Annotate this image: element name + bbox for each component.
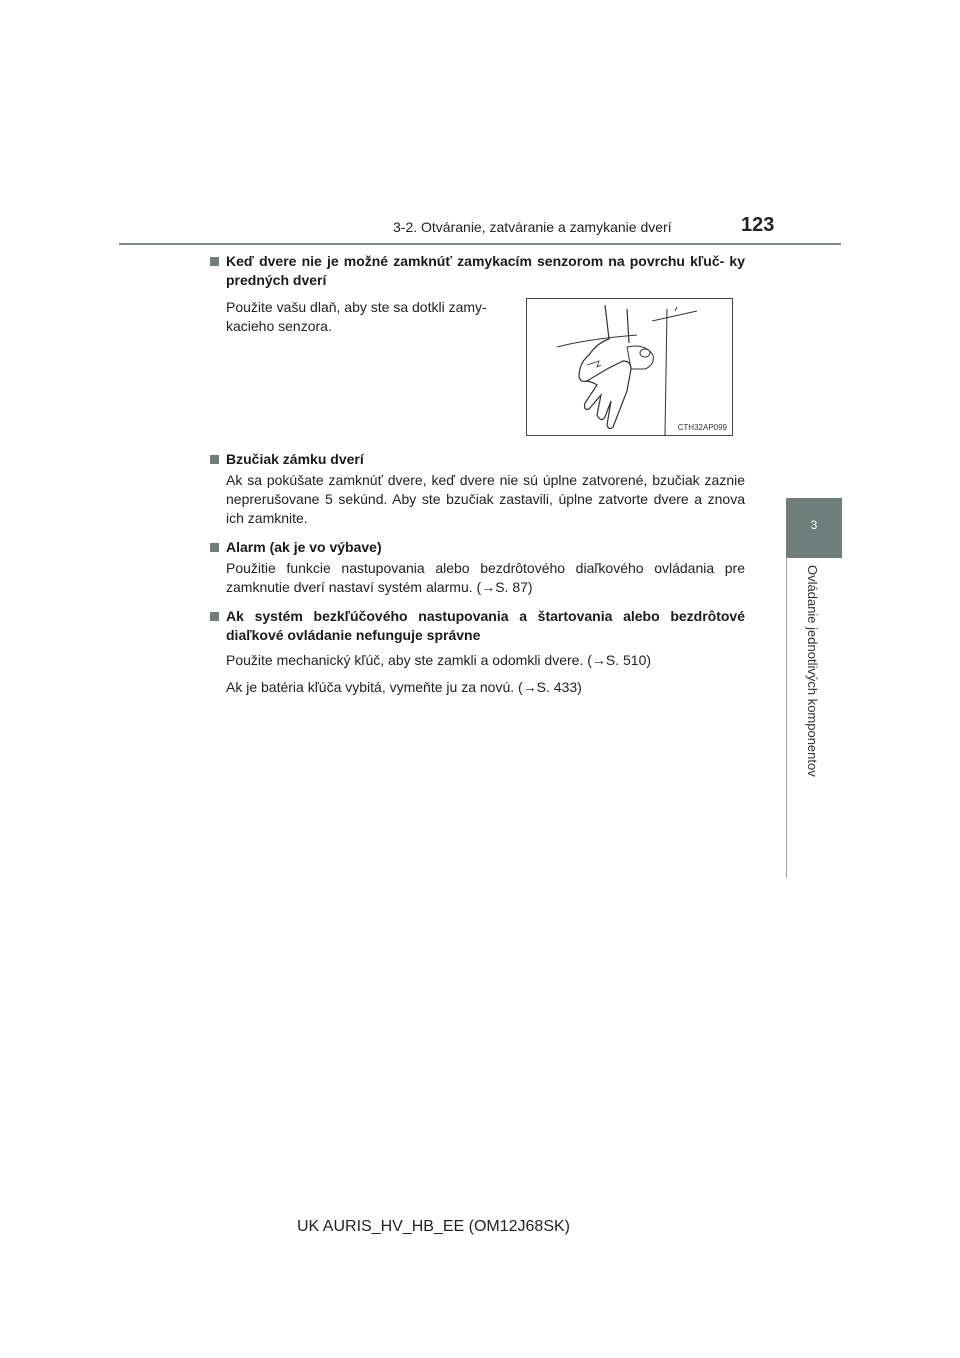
page-number: 123 (741, 214, 775, 236)
square-bullet-icon (210, 455, 219, 464)
square-bullet-icon (210, 257, 219, 266)
header-divider (119, 243, 841, 245)
square-bullet-icon (210, 543, 219, 552)
heading-text: Ak systém bezkľúčového nastupovania a štartovania alebo bezdrôtové diaľkové ovládanie nefunguje správne (226, 608, 745, 643)
section-keyless-malfunction (210, 607, 745, 697)
paragraph: Použite vašu dlaň, aby ste sa dotkli zamy- kacieho senzora. (226, 299, 487, 334)
section-heading (210, 538, 745, 557)
intro-row (210, 290, 745, 440)
document-code: UK AURIS_HV_HB_EE (OM12J68SK) (297, 1218, 570, 1235)
section-door-sensor (210, 252, 745, 440)
paragraph: Použite mechanický kľúč, aby ste zamkli a odomkli dvere. (→S. 510) (226, 652, 652, 668)
chapter-number: 3 (810, 518, 818, 532)
section-door-buzzer (210, 450, 745, 528)
square-bullet-icon (210, 612, 219, 621)
section-alarm (210, 538, 745, 597)
section-heading (210, 252, 745, 290)
hand-on-door-handle-figure (526, 298, 733, 436)
section-heading (210, 450, 745, 469)
heading-text: Bzučiak zámku dverí (226, 451, 364, 467)
chapter-title: Ovládanie jednotlivých komponentov (805, 565, 820, 777)
paragraph: Použitie funkcie nastupovania alebo bezdrôtového diaľkového ovládania pre zamknutie dverí nastaví systém alarmu. (→S. 87) (226, 560, 745, 595)
paragraph: Ak je batéria kľúča vybitá, vymeňte ju za novú. (→S. 433) (226, 679, 582, 695)
main-content (210, 252, 745, 707)
chapter-tab (786, 498, 842, 558)
hand-touching-sensor-icon (527, 299, 732, 435)
section-heading (210, 607, 745, 645)
heading-text: Alarm (ak je vo výbave) (226, 539, 382, 555)
heading-text: Keď dvere nie je možné zamknúť zamykacím senzorom na povrchu kľuč- ky predných dverí (226, 253, 745, 288)
section-title: 3-2. Otváranie, zatváranie a zamykanie dverí (393, 219, 672, 235)
figure-code: CTH32AP099 (677, 423, 727, 432)
paragraph: Ak sa pokúšate zamknúť dvere, keď dvere nie sú úplne zatvorené, bzučiak zaznie neprerušovane 5 sekúnd. Aby ste bzučiak zastavili, úplne zatvorte dvere a znova ich zamknite. (226, 472, 745, 526)
